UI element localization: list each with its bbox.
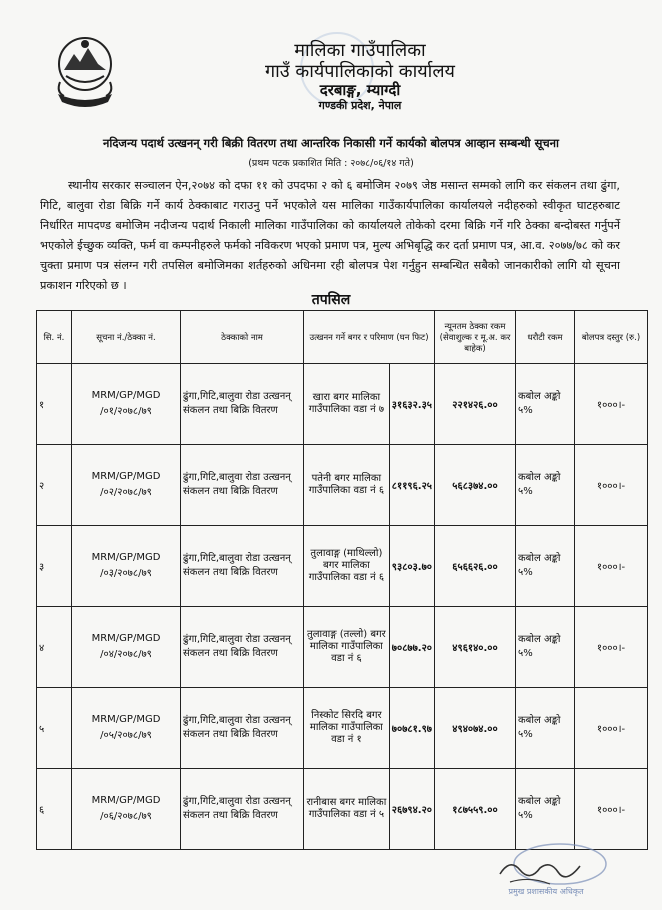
tender-table <box>36 310 648 850</box>
row-min-amount: २२१४२६.०० <box>435 364 516 445</box>
row-notice-no <box>72 769 181 850</box>
row-quantity: ८११९६.२५ <box>389 445 434 526</box>
row-notice-no <box>72 364 181 445</box>
office-header <box>170 40 550 113</box>
notice-suffix: /०१/२०७८/७९ <box>100 406 152 417</box>
province-name: गण्डकी प्रदेश, नेपाल <box>318 99 402 113</box>
first-published-date: (प्रथम पटक प्रकाशित मिति : २०७८/०६/१४ गते) <box>248 158 414 169</box>
header-contract-name: ठेक्काको नाम <box>181 311 304 364</box>
row-contract-name: ढुंगा,गिटि,बालुवा रोडा उत्खनन् संकलन तथा बिक्रि वितरण <box>181 445 304 526</box>
row-quantity: ७०८७७.२० <box>389 607 434 688</box>
row-min-amount: १८७५५९.०० <box>435 769 516 850</box>
row-sn: ६ <box>37 769 72 850</box>
header-min-amount: न्यूनतम ठेक्का रकम (सेवाशुल्क र मू.अ. कर बाहेक) <box>435 311 516 364</box>
table-row <box>37 769 648 850</box>
header-location-quantity: उत्खनन गर्ने बगर र परिमाण (घन फिट) <box>304 311 435 364</box>
row-location: तुलावाङ्ग (तल्लो) बगर मालिका गाउँपालिका वडा नं ६ <box>304 607 390 688</box>
notice-body: स्थानीय सरकार सञ्चालन ऐन,२०७४ को दफा ११ को उपदफा २ को ६ बमोजिम २०७९ जेष्ठ मसान्त सम्मको लागि कर संकलन तथा ढुंगा, गिटि, बालुवा रोडा बिक्रि गर्ने कार्य ठेक्काबाट गराउनु पर्ने भएकोले यस मालिका गाउँकार्यपालिका कार्यालयले नदीहरुको स्वीकृत घाटहरुबाट निर्धारित मापदण्ड बमोजिम नदीजन्य पदार्थ निकाली मालिका गाउँपालिका को कार्यालयले तोकेको दरमा बिक्रि गर्ने गरि ठेक्का बन्दोबस्त गर्नुपर्ने भएकोले ईच्छुक व्यक्ति, फर्म वा कम्पनीहरुले फर्मको नविकरण भएको प्रमाण पत्र, मुल्य अभिबृद्धि कर दर्ता प्रमाण पत्र, आ.व. २०७७/७८ को कर चुक्ता प्रमाण पत्र संलग्न गरी तपसिल बमोजिमका शर्तहरुको अधिनमा रही बोलपत्र पेश गर्नुहुन सम्बन्धित सबैको जानकारीको लागि यो सूचना प्रकाशन गरिएको छ । <box>40 179 620 292</box>
notice-code: MRM/GP/MGD <box>91 390 161 401</box>
row-contract-name: ढुंगा,गिटि,बालुवा रोडा उत्खनन् संकलन तथा बिक्रि वितरण <box>181 607 304 688</box>
notice-suffix: /०३/२०७८/७९ <box>100 568 152 579</box>
row-contract-name: ढुंगा,गिटि,बालुवा रोडा उत्खनन् संकलन तथा बिक्रि वितरण <box>181 769 304 850</box>
row-contract-name: ढुंगा,गिटि,बालुवा रोडा उत्खनन् संकलन तथा बिक्रि वितरण <box>181 688 304 769</box>
table-row <box>37 364 648 445</box>
row-fee: १०००।- <box>575 688 648 769</box>
notice-code: MRM/GP/MGD <box>91 714 161 725</box>
notice-subject: नदिजन्य पदार्थ उत्खनन् गरी बिक्री वितरण तथा आन्तरिक निकासी गर्ने कार्यको बोलपत्र आव्हान सम्बन्धी सूचना <box>102 136 560 150</box>
municipality-name: मालिका गाउँपालिका <box>294 40 426 61</box>
details-heading: तपसिल <box>311 292 351 308</box>
header-fee: बोलपत्र दस्तुर (रु.) <box>575 311 648 364</box>
row-contract-name: ढुंगा,गिटि,बालुवा रोडा उत्खनन् संकलन तथा बिक्रि वितरण <box>181 364 304 445</box>
row-quantity: ९३८०३.७० <box>389 526 434 607</box>
row-location: तुलावाङ्ग (माथिल्लो) बगर मालिका गाउँपालिका वडा नं ६ <box>304 526 390 607</box>
row-fee: १०००।- <box>575 364 648 445</box>
row-fee: १०००।- <box>575 607 648 688</box>
table-row <box>37 688 648 769</box>
row-deposit: कबोल अङ्को ५% <box>516 688 575 769</box>
row-location: पतेनी बगर मालिका गाउँपालिका वडा नं ६ <box>304 445 390 526</box>
row-notice-no <box>72 526 181 607</box>
header-sn: सि. नं. <box>37 311 72 364</box>
row-deposit: कबोल अङ्को ५% <box>516 526 575 607</box>
row-notice-no <box>72 607 181 688</box>
office-name: गाउँ कार्यपालिकाको कार्यालय <box>265 61 455 83</box>
row-deposit: कबोल अङ्को ५% <box>516 607 575 688</box>
row-min-amount: ४९४०७४.०० <box>435 688 516 769</box>
row-fee: १०००।- <box>575 526 648 607</box>
row-location: निस्कोट सिरदि बगर मालिका गाउँपालिका वडा नं १ <box>304 688 390 769</box>
row-quantity: ३१६३२.३५ <box>389 364 434 445</box>
row-deposit: कबोल अङ्को ५% <box>516 364 575 445</box>
row-min-amount: ४९६१४०.०० <box>435 607 516 688</box>
row-fee: १०००।- <box>575 769 648 850</box>
header-deposit: धरौटी रकम <box>516 311 575 364</box>
table-row <box>37 607 648 688</box>
row-deposit: कबोल अङ्को ५% <box>516 769 575 850</box>
row-deposit: कबोल अङ्को ५% <box>516 445 575 526</box>
notice-code: MRM/GP/MGD <box>91 633 161 644</box>
notice-code: MRM/GP/MGD <box>91 552 161 563</box>
header-notice-no: सूचना नं./ठेक्का नं. <box>72 311 181 364</box>
row-quantity: ७०७८१.९७ <box>389 688 434 769</box>
table-row <box>37 526 648 607</box>
row-min-amount: ६५६६२६.०० <box>435 526 516 607</box>
row-min-amount: ५६८३७४.०० <box>435 445 516 526</box>
row-sn: ३ <box>37 526 72 607</box>
notice-suffix: /०२/२०७८/७९ <box>100 487 152 498</box>
notice-suffix: /०६/२०७८/७९ <box>100 811 152 822</box>
signature-and-stamp-icon <box>480 840 610 900</box>
row-sn: २ <box>37 445 72 526</box>
table-row <box>37 445 648 526</box>
table-header-row <box>37 311 648 364</box>
notice-suffix: /०४/२०७८/७९ <box>100 649 152 660</box>
row-sn: ५ <box>37 688 72 769</box>
nepal-government-emblem-icon <box>50 30 120 120</box>
row-location: रानीबास बगर मालिका गाउँपालिका वडा नं ५ <box>304 769 390 850</box>
row-location: खारा बगर मालिका गाउँपालिका वडा नं ७ <box>304 364 390 445</box>
row-notice-no <box>72 445 181 526</box>
stamp-title: प्रमुख प्रशासकीय अधिकृत <box>508 887 584 896</box>
notice-code: MRM/GP/MGD <box>91 471 161 482</box>
row-fee: १०००।- <box>575 445 648 526</box>
notice-code: MRM/GP/MGD <box>91 795 161 806</box>
notice-suffix: /०५/२०७८/७९ <box>100 730 152 741</box>
row-sn: १ <box>37 364 72 445</box>
row-quantity: २६७९४.२० <box>389 769 434 850</box>
row-notice-no <box>72 688 181 769</box>
row-contract-name: ढुंगा,गिटि,बालुवा रोडा उत्खनन् संकलन तथा बिक्रि वितरण <box>181 526 304 607</box>
office-address: दरबाङ्ग, म्याग्दी <box>319 81 401 100</box>
row-sn: ४ <box>37 607 72 688</box>
